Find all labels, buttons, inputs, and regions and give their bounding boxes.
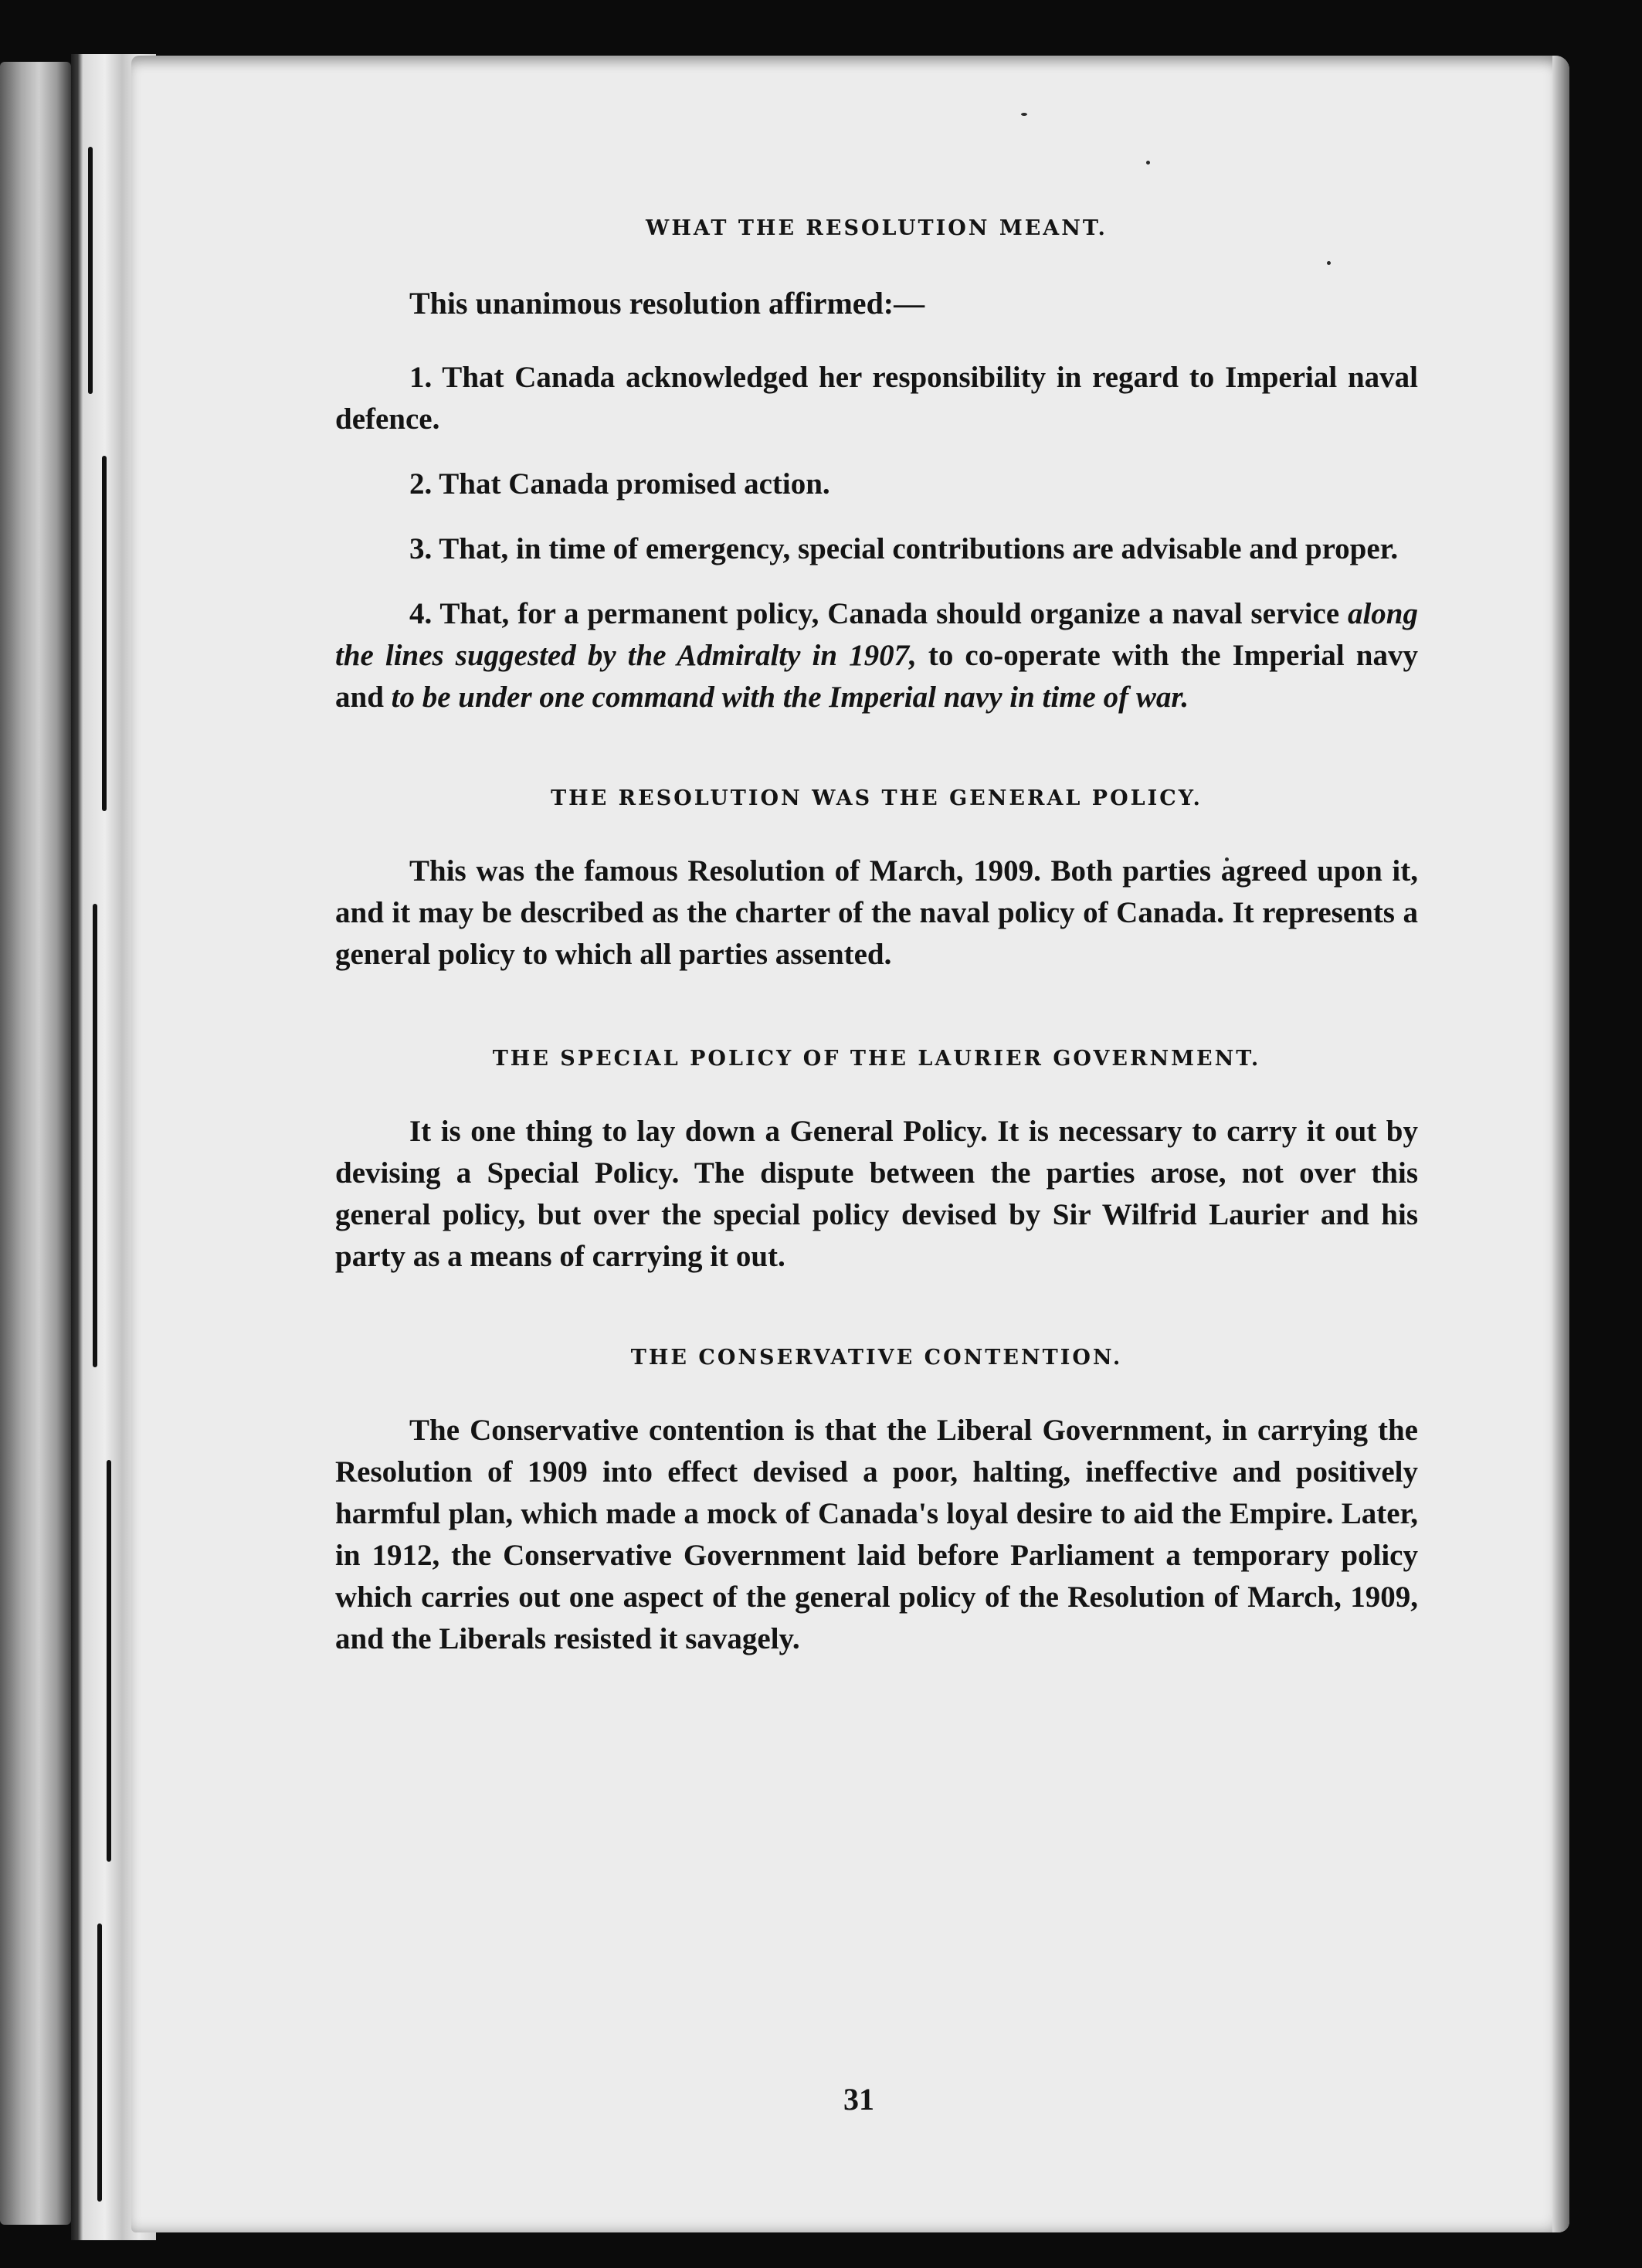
adjacent-page-edge: [0, 62, 71, 2225]
section-heading-general-policy: THE RESOLUTION WAS THE GENERAL POLICY.: [551, 786, 1203, 810]
list-item-4-part-2: to co-operate with the Imperial navy and: [335, 639, 1418, 714]
list-item-4-italic-1: along the lines suggested by the Admiralty in 1907,: [335, 597, 1418, 672]
list-item-4: [335, 593, 1418, 718]
paragraph-conservative-contention: The Conservative contention is that the Liberal Government, in carrying the Resolution of 1909 into effect devised a poor, halting, ineffective and positively harmful plan, which made a mock of Canada's loyal desire to aid the Empire. Later, in 1912, the Conservative Government laid before Parliament a temporary policy which carries out one aspect of the general policy of the Resolution of March, 1909, and the Liberals resisted it savagely.: [335, 1414, 1418, 1655]
binding-crack: [107, 1460, 111, 1862]
page-number: 31: [843, 2082, 874, 2117]
page-text: [335, 193, 1418, 1660]
section-heading-conservative-contention: THE CONSERVATIVE CONTENTION.: [630, 1346, 1123, 1370]
binding-crack: [93, 904, 97, 1367]
ink-speck: [1021, 113, 1027, 116]
list-item-4-italic-2: to be under one command with the Imperial navy in time of war.: [391, 681, 1189, 714]
binding-crack: [102, 456, 107, 811]
list-item-4-part-1: 4. That, for a permanent policy, Canada should organize a naval service: [409, 597, 1348, 630]
paragraph-general-policy: This was the famous Resolution of March, 1909. Both parties agreed upon it, and it may be described as the charter of the naval policy of Canada. It represents a general policy to which all parties assented.: [335, 854, 1418, 971]
intro-line: This unanimous resolution affirmed:—: [409, 286, 925, 321]
list-item-2: 2. That Canada promised action.: [409, 467, 830, 501]
section-heading-resolution-meant: WHAT THE RESOLUTION MEANT.: [646, 216, 1108, 240]
page-edge-shadow: [1552, 56, 1569, 2232]
ink-speck: [1146, 161, 1150, 165]
paragraph-special-policy: It is one thing to lay down a General Policy. It is necessary to carry it out by devising a Special Policy. The dispute between the parties arose, not over this general policy, but over the special policy devised by Sir Wilfrid Laurier and his party as a means of carrying it out.: [335, 1115, 1418, 1273]
binding-crack: [88, 147, 93, 394]
list-item-1: 1. That Canada acknowledged her responsibility in regard to Imperial naval defence.: [335, 361, 1418, 436]
binding-crack: [97, 1923, 102, 2202]
section-heading-special-policy: THE SPECIAL POLICY OF THE LAURIER GOVERNMENT.: [492, 1047, 1261, 1071]
list-item-3: 3. That, in time of emergency, special contributions are advisable and proper.: [409, 532, 1399, 565]
